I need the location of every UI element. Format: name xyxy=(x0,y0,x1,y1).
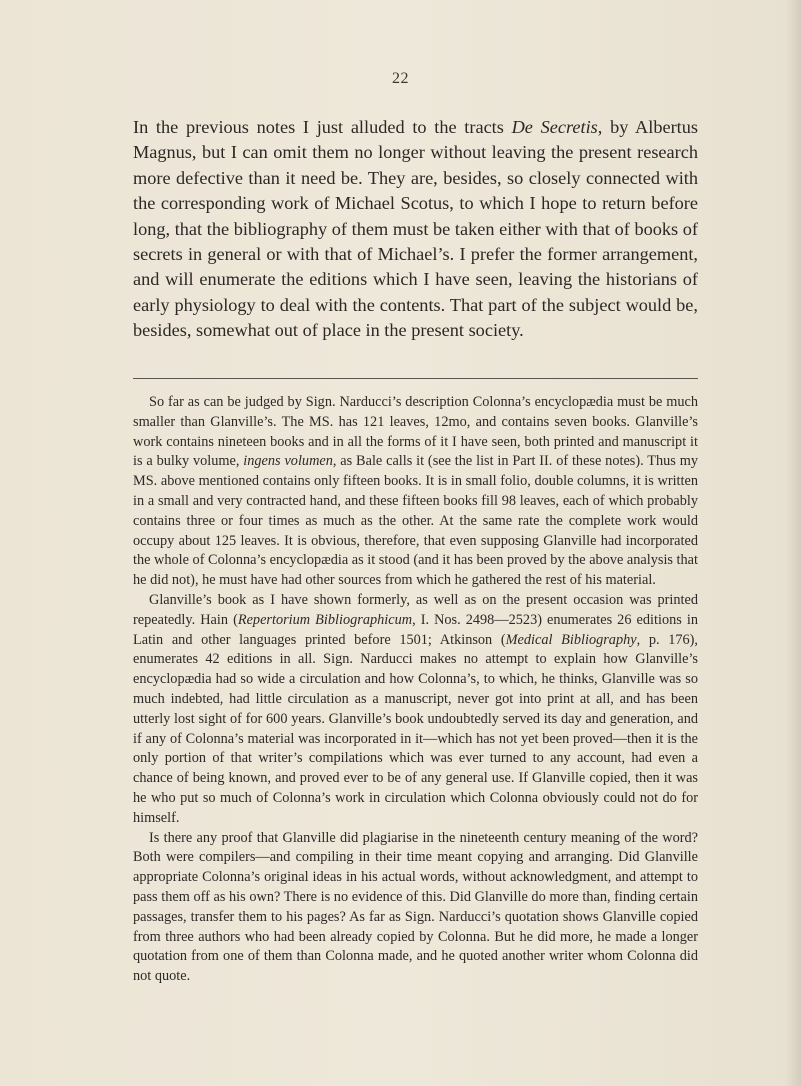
body-text-1: In the previous notes I just alluded to the tracts xyxy=(133,117,512,137)
body-title-de-secretis: De Secretis xyxy=(511,117,598,137)
footnote-2-italic-2: Medical Bibliography xyxy=(505,631,637,648)
footnote-1-text-b: , as Bale calls it (see the list in Part II. of these notes). Thus my MS. above mentioned contains only fifteen books. It is in small folio, double columns, it is written in a small and very contracted hand, and these fifteen books fill 98 leaves, each of which probably contains three or four times as much as the other. At the same rate the complete work would occupy about 125 leaves. It is obvious, therefore, that even supposing Glanville had incorporated the whole of Colonna’s encyclopædia as it stood (and it has been proved by the above analysis that he did not), he must have had other sources from which he gathered the rest of his material. xyxy=(133,453,698,589)
footnote-paragraph-2 xyxy=(133,591,698,829)
footnote-2-text-b: , I. Nos. 2498—2523) enumerates 26 editions in Latin and other languages printed before 1501; Atkinson ( xyxy=(133,611,698,648)
footnote-separator xyxy=(133,378,698,379)
footnote-2-text-c: , p. 176), enumerates 42 editions in all. Sign. Narducci makes no attempt to explain how Glanville’s encyclopædia had so wide a circulation and how Colonna’s, to which, he thinks, Glanville was so much indebted, had little circulation as a manuscript, never got into print at all, and has been utterly lost sight of for 600 years. Glanville’s book undoubtedly served its day and generation, and if any of Colonna’s material was incorporated in it—which has not yet been proved—then it is the only portion of that writer’s compilations which was ever turned to any account, had even a chance of being known, and proved ever to be of any general use. If Glanville copied, then it was he who put so much of Colonna’s work in circulation which Colonna obviously could not do for himself. xyxy=(133,631,699,826)
footnote-2-text-a: Glanville’s book as I have shown formerly, as well as on the present occasion was printed repeatedly. Hain ( xyxy=(133,591,698,628)
footnote-paragraph-3: Is there any proof that Glanville did plagiarise in the nineteenth century meaning of the word? Both were compilers—and compiling in their time meant copying and arranging. Did Glanville appropriate Colonna’s original ideas in his actual words, without acknowledgment, and attempt to pass them off as his own? There is no evidence of this. Did Glanville do more than, finding certain passages, transfer them to his pages? As far as Sign. Narducci’s quotation shows Glanville copied from three authors who had been already copied by Colonna. But he did more, he made a longer quotation from one of them than Colonna made, and he quoted another writer whom Colonna did not quote. xyxy=(133,829,698,985)
footnote-paragraph-1 xyxy=(133,393,698,591)
footnote-block xyxy=(133,393,698,987)
page-number: 22 xyxy=(392,70,409,87)
page-edge-shadow xyxy=(785,0,801,1086)
footnote-2-italic-1: Repertorium Bibliographicum xyxy=(237,611,413,628)
footnote-1-text-a: So far as can be judged by Sign. Narducci’s description Colonna’s encyclopædia must be much smaller than Glanville’s. The MS. has 121 leaves, 12mo, and contains seven books. Glanville’s work contains nineteen books and in all the forms of it I have seen, both printed and manuscript it is a bulky volume, xyxy=(133,394,698,470)
body-paragraph xyxy=(133,115,698,344)
body-text-2: , by Albertus Magnus, but I can omit them no longer without leaving the present research more defective than it need be. They are, besides, so closely connected with the corresponding work of Michael Scotus, to which I hope to return before long, that the bibliography of them must be taken either with that of books of secrets in general or with that of Michael’s. I prefer the former arrangement, and will enumerate the editions which I have seen, leaving the historians of early physiology to deal with the contents. That part of the subject would be, besides, somewhat out of place in the present society. xyxy=(133,117,698,341)
footnote-1-italic: ingens volumen xyxy=(243,453,333,470)
